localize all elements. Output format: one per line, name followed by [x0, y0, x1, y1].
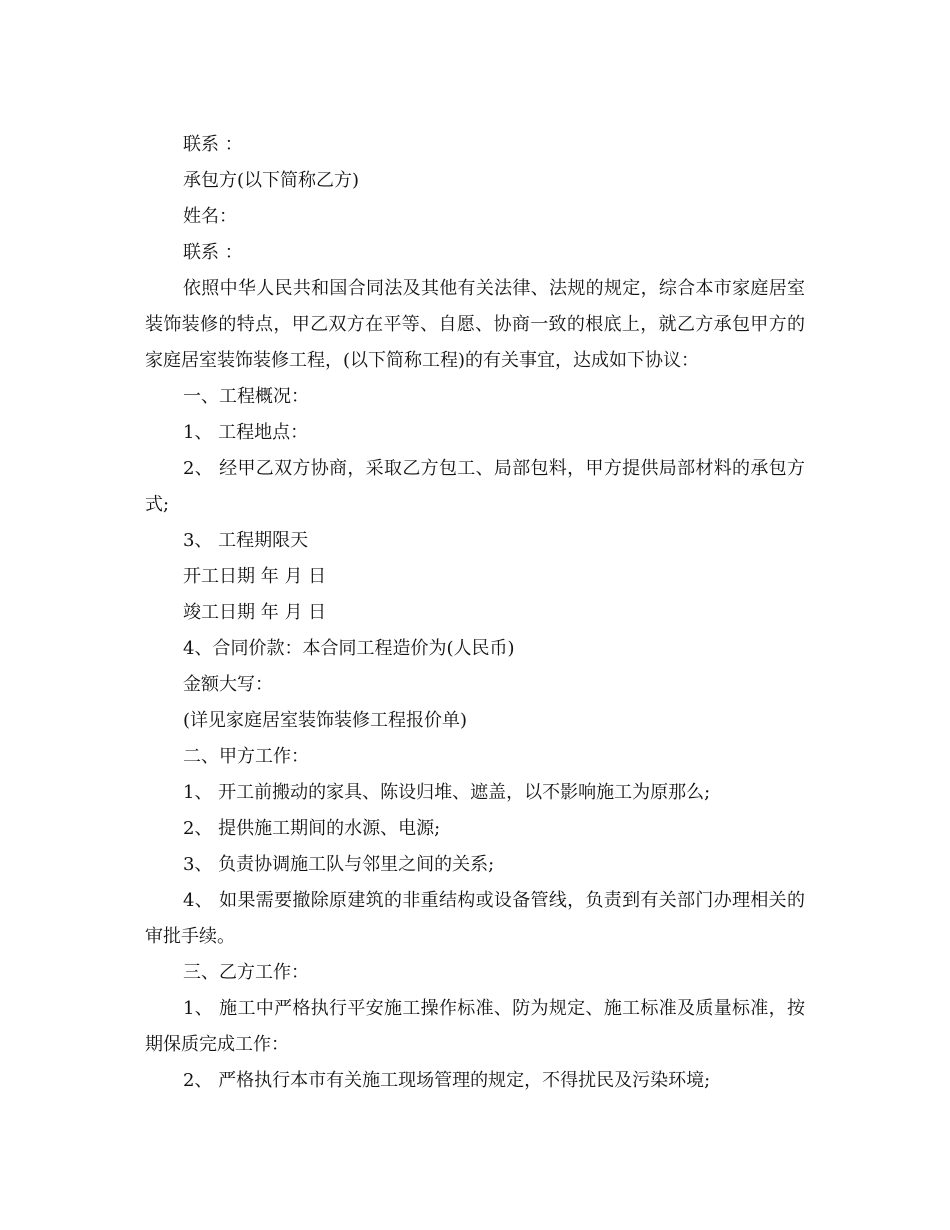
- section-3-item-1: 1、 施工中严格执行平安施工操作标准、防为规定、施工标准及质量标准，按期保质完成工作：: [145, 998, 805, 1055]
- name-label: 姓名：: [183, 206, 237, 227]
- section-2-item-2: 2、 提供施工期间的水源、电源;: [183, 818, 441, 839]
- section-1-item-1: 1、 工程地点：: [183, 422, 309, 443]
- section-3-heading: 三、乙方工作：: [183, 962, 309, 983]
- start-date: 开工日期 年 月 日: [183, 566, 327, 587]
- quotation-reference: (详见家庭居室装饰装修工程报价单): [183, 710, 468, 731]
- section-2-item-4: 4、 如果需要撤除原建筑的非重结构或设备管线，负责到有关部门办理相关的审批手续。: [145, 890, 805, 947]
- section-1-item-2: 2、 经甲乙双方协商，采取乙方包工、局部包料，甲方提供局部材料的承包方式;: [145, 458, 805, 515]
- section-3-item-2: 2、 严格执行本市有关施工现场管理的规定，不得扰民及污染环境;: [183, 1070, 711, 1091]
- section-2-item-1: 1、 开工前搬动的家具、陈设归堆、遮盖，以不影响施工为原那么;: [183, 782, 711, 803]
- contractor-heading: 承包方(以下简称乙方): [183, 170, 360, 191]
- section-1-item-3: 3、 工程期限天: [183, 530, 309, 551]
- contact-label-a: 联系 ：: [183, 134, 243, 155]
- section-1-heading: 一、工程概况：: [183, 386, 309, 407]
- completion-date: 竣工日期 年 月 日: [183, 602, 327, 623]
- document-page: [145, 127, 805, 1099]
- contact-label-b: 联系 ：: [183, 242, 243, 263]
- section-2-item-3: 3、 负责协调施工队与邻里之间的关系;: [183, 854, 495, 875]
- amount-in-words: 金额大写：: [183, 674, 273, 695]
- section-2-heading: 二、甲方工作：: [183, 746, 309, 767]
- section-1-item-4: 4、合同价款：本合同工程造价为(人民币): [183, 638, 515, 659]
- preamble-paragraph: 依照中华人民共和国合同法及其他有关法律、法规的规定，综合本市家庭居室装饰装修的特点，甲乙双方在平等、自愿、协商一致的根底上，就乙方承包甲方的家庭居室装饰装修工程，(以下简称工程)的有关事宜，达成如下协议：: [145, 278, 805, 371]
